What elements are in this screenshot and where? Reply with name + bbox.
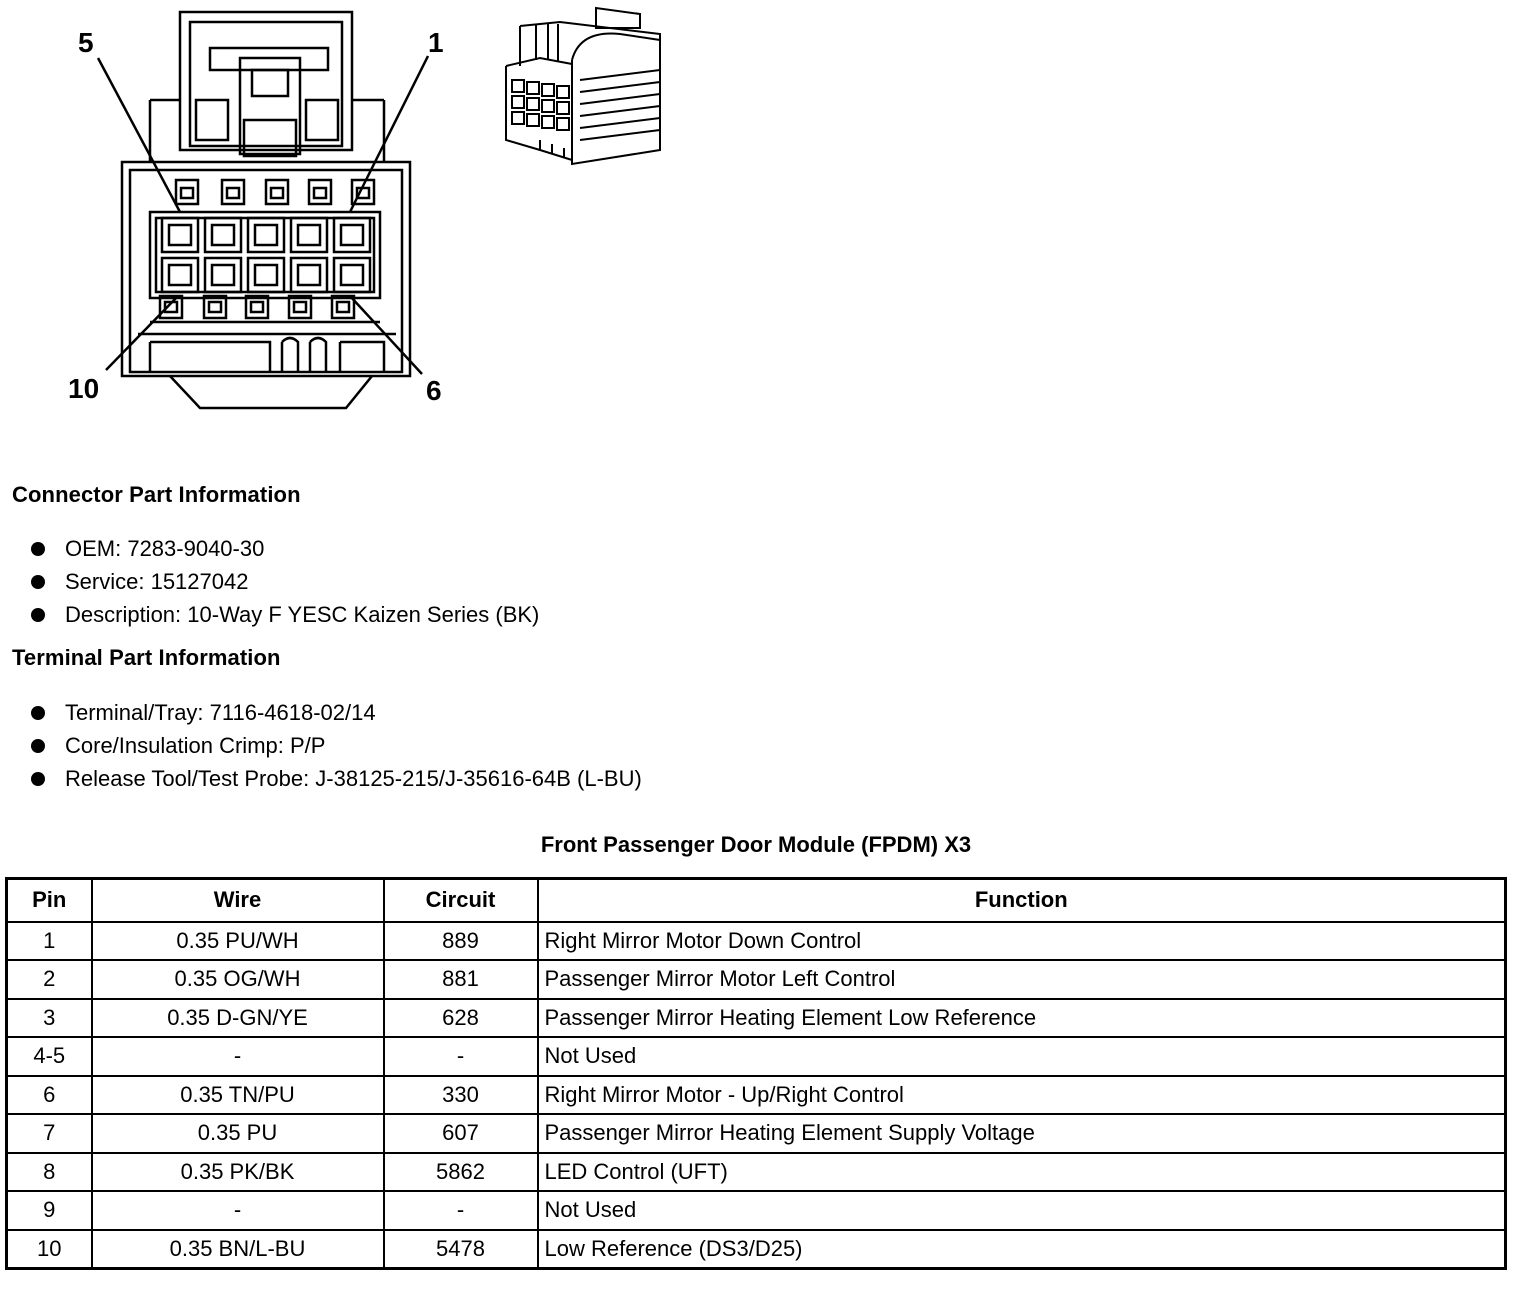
pin-label-10: 10 [68,373,100,404]
pin-cell: 7 [7,1114,92,1153]
connector-face-diagram [60,0,460,420]
circuit-cell: 5862 [384,1153,538,1192]
pin-cell: 4-5 [7,1037,92,1076]
pin-cell: 1 [7,922,92,961]
function-cell: Passenger Mirror Heating Element Supply Voltage [538,1114,1506,1153]
bullet-icon [31,542,45,556]
circuit-cell: 889 [384,922,538,961]
list-item [28,565,539,598]
circuit-cell: 5478 [384,1230,538,1269]
pin-label-6: 6 [426,375,442,406]
connector-part-info-heading: Connector Part Information [12,482,301,507]
function-cell: LED Control (UFT) [538,1153,1506,1192]
pin-cell: 8 [7,1153,92,1192]
circuit-cell: 881 [384,960,538,999]
table-row [7,1153,1506,1192]
pin-cell: 6 [7,1076,92,1115]
circuit-cell: - [384,1191,538,1230]
terminal-tray-value: Terminal/Tray: 7116-4618-02/14 [65,700,376,725]
function-cell: Not Used [538,1191,1506,1230]
list-item [28,696,642,729]
service-value: Service: 15127042 [65,569,249,594]
function-cell: Not Used [538,1037,1506,1076]
circuit-cell: 330 [384,1076,538,1115]
table-row [7,960,1506,999]
wire-cell: 0.35 PK/BK [92,1153,384,1192]
description-value: Description: 10-Way F YESC Kaizen Series (BK) [65,602,540,627]
pin-cell: 10 [7,1230,92,1269]
terminal-part-info-heading: Terminal Part Information [12,645,281,670]
wire-cell: 0.35 PU [92,1114,384,1153]
pin-cell: 2 [7,960,92,999]
bullet-icon [31,575,45,589]
table-row [7,1114,1506,1153]
wire-cell: 0.35 BN/L-BU [92,1230,384,1269]
table-row [7,922,1506,961]
list-item [28,598,539,631]
pin-cell: 9 [7,1191,92,1230]
header-circuit: Circuit [384,879,538,922]
wire-cell: - [92,1191,384,1230]
bullet-icon [31,739,45,753]
header-pin: Pin [7,879,92,922]
list-item [28,729,642,762]
pin-label-1: 1 [428,27,444,58]
list-item [28,762,642,795]
function-cell: Right Mirror Motor - Up/Right Control [538,1076,1506,1115]
table-row [7,1230,1506,1269]
release-tool-value: Release Tool/Test Probe: J-38125-215/J-35616-64B (L-BU) [65,766,642,791]
function-cell: Right Mirror Motor Down Control [538,922,1506,961]
connector-isometric-diagram [500,0,700,170]
pinout-table [5,877,1507,1270]
list-item [28,532,539,565]
function-cell: Passenger Mirror Motor Left Control [538,960,1506,999]
oem-value: OEM: 7283-9040-30 [65,536,265,561]
circuit-cell: - [384,1037,538,1076]
circuit-cell: 628 [384,999,538,1038]
wire-cell: 0.35 TN/PU [92,1076,384,1115]
table-row [7,1191,1506,1230]
terminal-part-info-list [28,696,642,795]
pin-label-5: 5 [78,27,94,58]
table-row [7,999,1506,1038]
bullet-icon [31,772,45,786]
connector-part-info-list [28,532,539,631]
pin-cell: 3 [7,999,92,1038]
header-function: Function [538,879,1506,922]
wire-cell: 0.35 OG/WH [92,960,384,999]
circuit-cell: 607 [384,1114,538,1153]
table-row [7,1076,1506,1115]
bullet-icon [31,608,45,622]
crimp-value: Core/Insulation Crimp: P/P [65,733,326,758]
table-header-row [7,879,1506,922]
wire-cell: - [92,1037,384,1076]
bullet-icon [31,706,45,720]
wire-cell: 0.35 PU/WH [92,922,384,961]
header-wire: Wire [92,879,384,922]
function-cell: Passenger Mirror Heating Element Low Reference [538,999,1506,1038]
wire-cell: 0.35 D-GN/YE [92,999,384,1038]
function-cell: Low Reference (DS3/D25) [538,1230,1506,1269]
table-row [7,1037,1506,1076]
table-title: Front Passenger Door Module (FPDM) X3 [540,832,972,857]
